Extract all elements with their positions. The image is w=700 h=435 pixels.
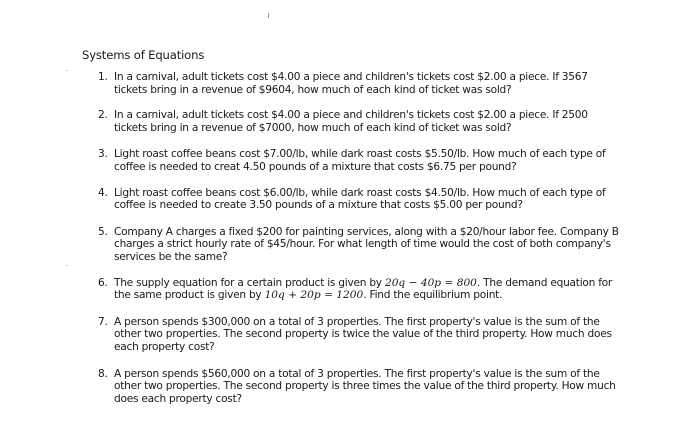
problem-text: Company A charges a fixed $200 for painting services, along with a $20/hour labor fee. Company B charges a strict hourly rate of $45/hour. For what length of time would the cost of both company's services be the same?	[114, 225, 619, 263]
problem-item	[82, 277, 622, 302]
worksheet-title: Systems of Equations	[82, 48, 205, 62]
problem-text: In a carnival, adult tickets cost $4.00 a piece and children's tickets cost $2.00 a piece. If 2500 tickets bring in a revenue of $7000, how much of each kind of ticket was sold?	[114, 109, 588, 134]
worksheet	[82, 48, 622, 405]
problem-list	[82, 71, 622, 405]
problem-text: A person spends $560,000 on a total of 3 properties. The first property's value is the sum of the other two properties. The second property is three times the value of the third property. How much does each property cost?	[114, 367, 616, 405]
problem-text: In a carnival, adult tickets cost $4.00 a piece and children's tickets cost $2.00 a piece. If 3567 tickets bring in a revenue of $9604, how much of each kind of ticket was sold?	[114, 71, 588, 96]
problem-text: . The demand equation for the same product is given by	[114, 276, 613, 302]
problem-text: Light roast coffee beans cost $7.00/lb, while dark roast costs $5.50/lb. How much of each type of coffee is needed to creat 4.50 pounds of a mixture that costs $6.75 per pound?	[114, 148, 606, 173]
problem-number: 3.	[98, 148, 108, 161]
problem-item	[82, 226, 622, 264]
problem-number: 4.	[98, 186, 108, 199]
problem-number: 7.	[98, 315, 108, 328]
problem-text: . Find the equilibrium point.	[363, 289, 503, 302]
problem-item	[82, 109, 622, 134]
problem-number: 5.	[98, 225, 108, 238]
margin-mark	[66, 265, 68, 266]
page-mark	[268, 13, 269, 18]
problem-number: 8.	[98, 367, 108, 380]
problem-number: 6.	[98, 276, 108, 289]
problem-text: The supply equation for a certain product is given by	[114, 276, 385, 289]
problem-number: 1.	[98, 71, 108, 83]
problem-item	[82, 316, 622, 354]
supply-equation: 20q − 40p = 800	[384, 276, 477, 289]
problem-item	[82, 71, 622, 96]
margin-mark	[66, 70, 68, 71]
problem-item	[82, 148, 622, 173]
problem-item	[82, 368, 622, 406]
problem-number: 2.	[98, 109, 108, 122]
problem-text: A person spends $300,000 on a total of 3 properties. The first property's value is the sum of the other two properties. The second property is twice the value of the third property. How much does each property cost?	[114, 315, 612, 353]
problem-text: Light roast coffee beans cost $6.00/lb, while dark roast costs $4.50/lb. How much of each type of coffee is needed to create 3.50 pounds of a mixture that costs $5.00 per pound?	[114, 186, 606, 212]
demand-equation: 10q + 20p = 1200	[264, 289, 364, 302]
problem-item	[82, 187, 622, 212]
